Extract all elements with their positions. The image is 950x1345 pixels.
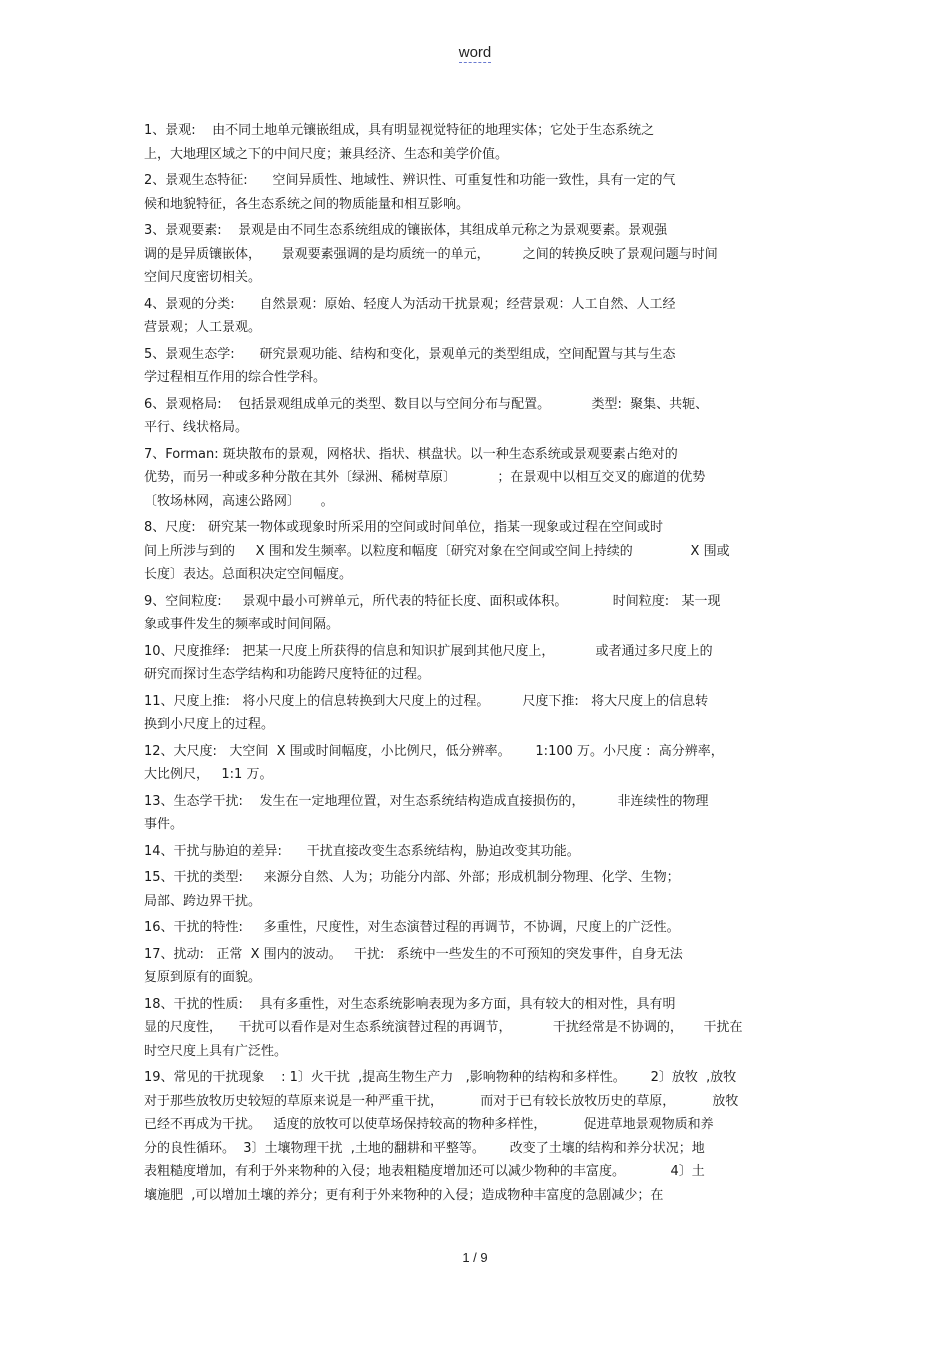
paragraph-line: 平行、线状格局。 xyxy=(144,420,249,435)
definition-paragraph xyxy=(144,916,808,940)
paragraph-line: 已经不再成为干扰。 适度的放牧可以使草场保持较高的物种多样性， 促进草地景观物质和养 xyxy=(144,1117,714,1132)
paragraph-line: 3、景观要素: 景观是由不同生态系统组成的镶嵌体，其组成单元称之为景观要素。景观强 xyxy=(144,223,668,238)
paragraph-line: 换到小尺度上的过程。 xyxy=(144,717,275,732)
definition-paragraph xyxy=(144,343,808,390)
paragraph-line: 显的尺度性， 干扰可以看作是对生态系统演替过程的再调节， 干扰经常是不协调的， 干扰在 xyxy=(144,1020,743,1035)
paragraph-line: 对于那些放牧历史较短的草原来说是一种严重干扰， 而对于已有较长放牧历史的草原， 放牧 xyxy=(144,1093,739,1109)
definition-paragraph xyxy=(144,840,808,864)
definition-paragraph xyxy=(144,866,808,913)
definition-paragraph xyxy=(144,169,808,216)
paragraph-line: 上，大地理区域之下的中间尺度；兼具经济、生态和美学价值。 xyxy=(144,146,509,162)
paragraph-line: 优势，而另一种或多种分散在其外〔绿洲、稀树草原〕 ；在景观中以相互交叉的廊道的优势 xyxy=(144,470,706,485)
paragraph-line: 表粗糙度增加，有利于外来物种的入侵；地表粗糙度增加还可以减少物种的丰富度。 4〕土 xyxy=(144,1164,705,1179)
definition-paragraph xyxy=(144,690,808,737)
paragraph-line: 大比例尺， 1:1 万。 xyxy=(144,767,273,782)
definition-paragraph xyxy=(144,219,808,290)
definition-paragraph xyxy=(144,393,808,440)
paragraph-line: 时空尺度上具有广泛性。 xyxy=(144,1043,288,1059)
paragraph-line: 〔牧场林网，高速公路网〕 。 xyxy=(144,493,334,509)
paragraph-line: 16、干扰的特性: 多重性，尺度性，对生态演替过程的再调节，不协调，尺度上的广泛性。 xyxy=(144,920,680,935)
definition-paragraph xyxy=(144,293,808,340)
paragraph-line: 17、扰动: 正常 X 围内的波动。 干扰: 系统中一些发生的不可预知的突发事件，自身无法 xyxy=(144,946,683,962)
paragraph-line: 13、生态学干扰: 发生在一定地理位置，对生态系统结构造成直接损伤的， 非连续性的物理 xyxy=(144,793,709,809)
paragraph-line: 壤施肥 ,可以增加土壤的养分；更有利于外来物种的入侵；造成物种丰富度的急剧减少；在 xyxy=(144,1187,664,1203)
paragraph-line: 分的良性循环。 3〕土壤物理干扰 ,土地的翻耕和平整等。 改变了土壤的结构和养分状况；地 xyxy=(144,1140,705,1156)
page-number: 1 / 9 xyxy=(462,1250,488,1265)
paragraph-line: 10、尺度推绎: 把某一尺度上所获得的信息和知识扩展到其他尺度上， 或者通过多尺度上的 xyxy=(144,643,713,659)
paragraph-line: 学过程相互作用的综合性学科。 xyxy=(144,370,327,385)
paragraph-line: 局部、跨边界干扰。 xyxy=(144,893,262,909)
definition-paragraph xyxy=(144,119,808,166)
paragraph-line: 8、尺度: 研究某一物体或现象时所采用的空间或时间单位，指某一现象或过程在空间或时 xyxy=(144,520,664,535)
paragraph-line: 11、尺度上推: 将小尺度上的信息转换到大尺度上的过程。 尺度下推: 将大尺度上的信息转 xyxy=(144,693,709,709)
document-body xyxy=(144,119,808,1210)
definition-paragraph xyxy=(144,1066,808,1207)
definition-paragraph xyxy=(144,993,808,1064)
paragraph-line: 1、景观: 由不同土地单元镶嵌组成，具有明显视觉特征的地理实体；它处于生态系统之 xyxy=(144,123,655,138)
paragraph-line: 4、景观的分类: 自然景观：原始、轻度人为活动干扰景观；经营景观：人工自然、人工经 xyxy=(144,296,676,312)
definition-paragraph xyxy=(144,790,808,837)
definition-paragraph xyxy=(144,590,808,637)
definition-paragraph xyxy=(144,943,808,990)
paragraph-line: 复原到原有的面貌。 xyxy=(144,970,262,985)
paragraph-line: 6、景观格局: 包括景观组成单元的类型、数目以与空间分布与配置。 类型: 聚集、共轭、 xyxy=(144,396,709,412)
paragraph-line: 事件。 xyxy=(144,817,184,832)
paragraph-line: 间上所涉与到的 X 围和发生频率。以粒度和幅度〔研究对象在空间或空间上持续的 X 围或 xyxy=(144,543,730,559)
definition-paragraph xyxy=(144,443,808,514)
definition-paragraph xyxy=(144,516,808,587)
definition-paragraph xyxy=(144,640,808,687)
paragraph-line: 5、景观生态学: 研究景观功能、结构和变化，景观单元的类型组成，空间配置与其与生态 xyxy=(144,346,676,362)
definition-paragraph xyxy=(144,740,808,787)
header-title: word xyxy=(458,44,492,61)
paragraph-line: 象或事件发生的频率或时间间隔。 xyxy=(144,617,340,632)
paragraph-line: 14、干扰与胁迫的差异: 干扰直接改变生态系统结构，胁迫改变其功能。 xyxy=(144,843,580,859)
paragraph-line: 空间尺度密切相关。 xyxy=(144,270,262,285)
paragraph-line: 长度〕表达。总面积决定空间幅度。 xyxy=(144,567,353,582)
paragraph-line: 候和地貌特征，各生态系统之间的物质能量和相互影响。 xyxy=(144,196,470,212)
paragraph-line: 19、常见的干扰现象 : 1〕火干扰 ,提高生物生产力 ,影响物种的结构和多样性。 2〕放牧 ,放牧 xyxy=(144,1070,737,1085)
paragraph-line: 15、干扰的类型: 来源分自然、人为；功能分内部、外部；形成机制分物理、化学、生物； xyxy=(144,870,680,885)
paragraph-line: 2、景观生态特征: 空间异质性、地域性、辨识性、可重复性和功能一致性，具有一定的气 xyxy=(144,173,676,188)
paragraph-line: 7、Forman: 斑块散布的景观，网格状、指状、棋盘状。以一种生态系统或景观要素占绝对的 xyxy=(144,446,678,462)
paragraph-line: 9、空间粒度: 景观中最小可辨单元，所代表的特征长度、面积或体积。 时间粒度: 某一现 xyxy=(144,593,721,609)
paragraph-line: 12、大尺度: 大空间 X 围或时间幅度，小比例尺，低分辨率。 1:100 万。小尺度 : 高分辨率， xyxy=(144,743,724,759)
paragraph-line: 调的是异质镶嵌体， 景观要素强调的是均质统一的单元， 之间的转换反映了景观问题与时间 xyxy=(144,246,718,262)
paragraph-line: 18、干扰的性质: 具有多重性，对生态系统影响表现为多方面，具有较大的相对性，具有明 xyxy=(144,996,676,1012)
page-header xyxy=(0,44,950,61)
paragraph-line: 营景观；人工景观。 xyxy=(144,320,262,335)
paragraph-line: 研究而探讨生态学结构和功能跨尺度特征的过程。 xyxy=(144,667,431,682)
